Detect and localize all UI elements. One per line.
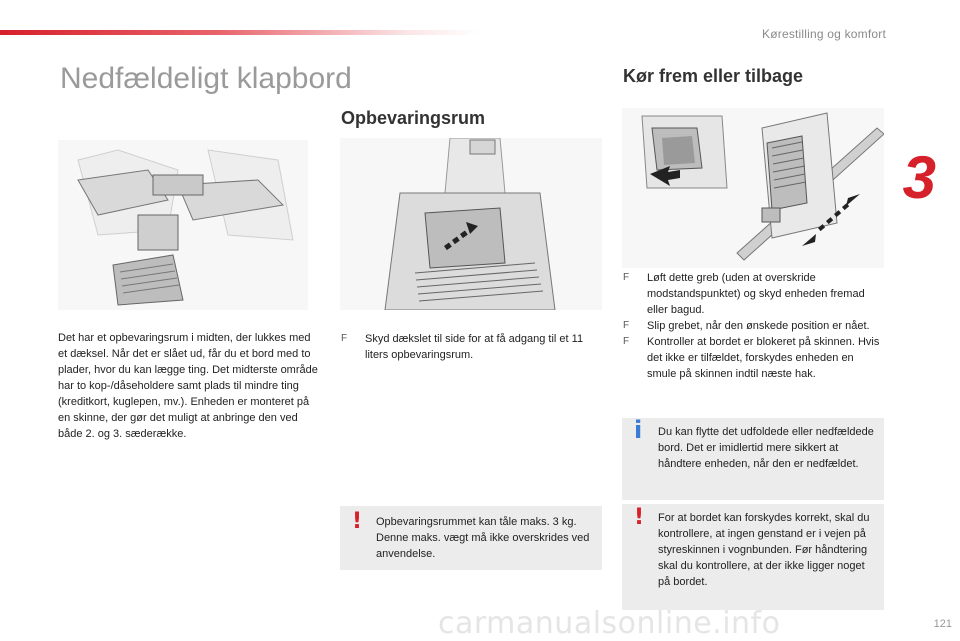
list-item: [623, 334, 885, 382]
storage-warning-note: [340, 506, 602, 570]
rail-slide-illustration: [622, 108, 884, 268]
bullet-icon: F: [623, 320, 630, 331]
section-heading-slide: Kør frem eller tilbage: [623, 66, 804, 86]
warning-text: For at bordet kan forskydes korrekt, skal du kontrollere, at ingen genstand er i vejen på styreskinnen i vognbunden. Før håndtering skal du kontrollere, at der ikke ligger noget på bordet.: [658, 512, 870, 588]
list-item-text: Løft dette greb (uden at overskride modstandspunktet) og skyd enheden fremad eller bagud.: [647, 272, 865, 316]
bullet-icon: F: [623, 336, 630, 347]
list-item-text: Slip grebet, når den ønskede position er nået.: [647, 320, 870, 332]
list-item: [623, 270, 885, 318]
slide-warning-note: [622, 504, 884, 610]
storage-instructions: [341, 331, 603, 363]
list-item: [341, 331, 603, 363]
page-title: Nedfældeligt klapbord: [60, 62, 352, 95]
watermark: carmanualsonline.info: [438, 606, 781, 641]
list-item-text: Skyd dækslet til side for at få adgang til et 11 liters opbevaringsrum.: [365, 333, 584, 361]
slide-instructions: [623, 270, 885, 382]
bullet-icon: F: [341, 333, 348, 344]
section-heading-storage: Opbevaringsrum: [341, 108, 486, 128]
info-note: [622, 418, 884, 500]
section-label: Kørestilling og komfort: [762, 27, 886, 41]
intro-paragraph: Det har et opbevaringsrum i midten, der lukkes med et dæksel. Når det er slået ud, får du et bord med to plader, hvor du kan lægge ting. Det midterste område har to kop-/dåseholdere samt plads til mindre ting (kreditkort, kuglepen, mv.). Enheden er monteret på en skinne, der gør det muligt at anbringe den ved både 2. og 3. sæderække.: [58, 332, 318, 440]
bullet-icon: F: [623, 272, 630, 283]
warning-icon: !: [352, 509, 363, 534]
warning-text: Opbevaringsrummet kan tåle maks. 3 kg. Denne maks. vægt må ikke overskrides ved anvendelse.: [376, 516, 590, 560]
info-text: Du kan flytte det udfoldede eller nedfældede bord. Det er imidlertid mere sikkert at håndtere enheden, når den er nedfældet.: [658, 426, 874, 470]
list-item: [623, 318, 885, 334]
warning-icon: !: [634, 505, 645, 530]
chapter-number: 3: [902, 144, 936, 211]
list-item-text: Kontroller at bordet er blokeret på skinnen. Hvis det ikke er tilfældet, forskydes enheden en smule på skinnen indtil næste hak.: [647, 336, 880, 380]
page-number: 121: [933, 618, 952, 630]
folding-table-illustration: [58, 140, 308, 310]
header-accent-bar: [0, 30, 480, 35]
info-icon: i: [634, 416, 643, 444]
storage-compartment-illustration: [340, 138, 602, 310]
